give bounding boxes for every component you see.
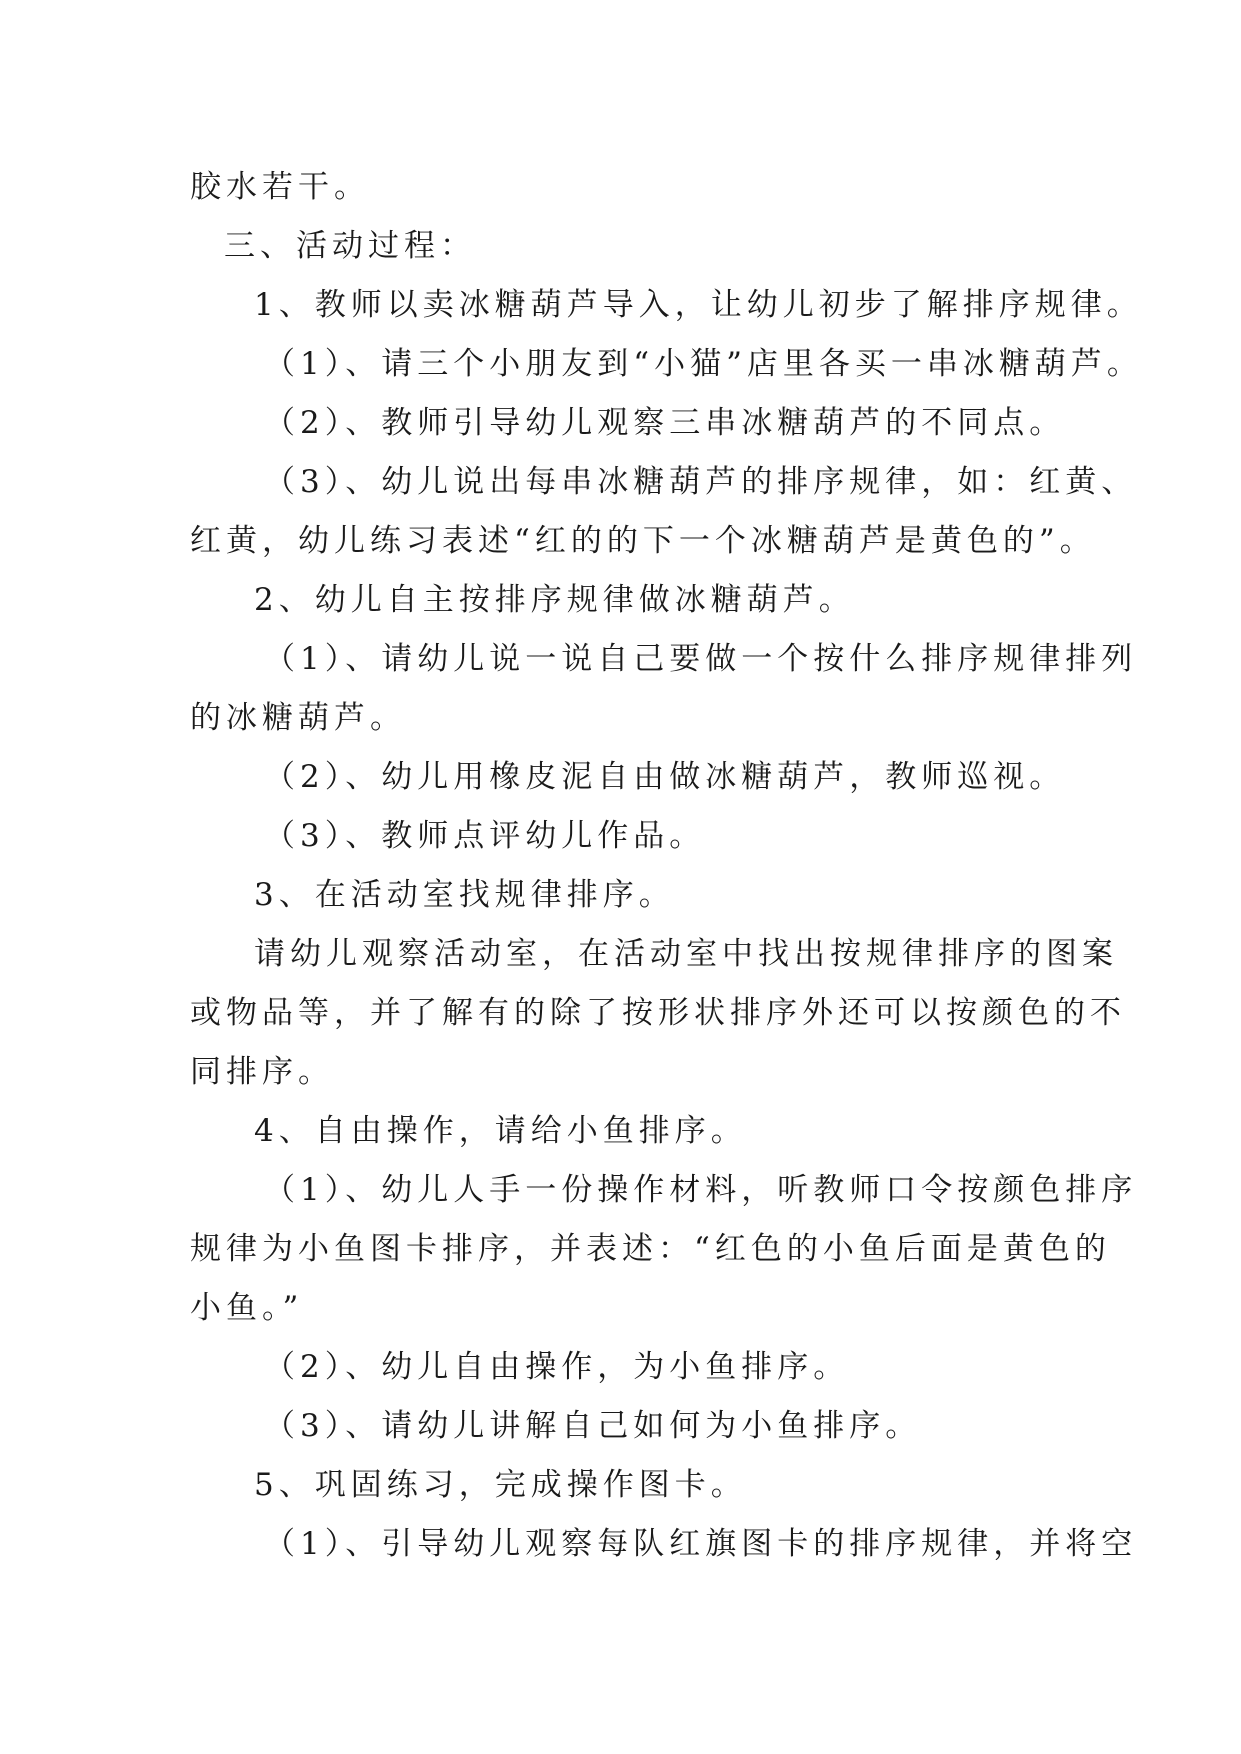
text-line: （3）、幼儿说出每串冰糖葫芦的排序规律，如：红黄、: [264, 464, 1138, 500]
document-body: [190, 158, 1143, 1574]
text-line: 胶水若干。: [190, 169, 370, 205]
text-line: （1）、引导幼儿观察每队红旗图卡的排序规律，并将空: [264, 1526, 1138, 1562]
text-line: 请幼儿观察活动室，在活动室中找出按规律排序的图案: [254, 936, 1118, 972]
text-line: 或物品等，并了解有的除了按形状排序外还可以按颜色的不: [190, 995, 1126, 1031]
text-line: 同排序。: [190, 1054, 334, 1090]
text-line: 小鱼。”: [190, 1290, 304, 1326]
text-line: 的冰糖葫芦。: [190, 700, 406, 736]
text-line: （3）、请幼儿讲解自己如何为小鱼排序。: [264, 1408, 922, 1444]
step-heading: 4、自由操作，请给小鱼排序。: [254, 1113, 747, 1149]
text-line: （1）、请幼儿说一说自己要做一个按什么排序规律排列: [264, 641, 1138, 677]
step-heading: 5、巩固练习，完成操作图卡。: [254, 1467, 747, 1503]
text-line: 规律为小鱼图卡排序，并表述：“红色的小鱼后面是黄色的: [190, 1231, 1111, 1267]
text-line: 红黄，幼儿练习表述“红的的下一个冰糖葫芦是黄色的”。: [190, 523, 1096, 559]
text-line: （2）、幼儿自由操作，为小鱼排序。: [264, 1349, 850, 1385]
step-heading: 1、教师以卖冰糖葫芦导入，让幼儿初步了解排序规律。: [254, 287, 1143, 323]
step-heading: 2、幼儿自主按排序规律做冰糖葫芦。: [254, 582, 855, 618]
text-line: （2）、幼儿用橡皮泥自由做冰糖葫芦，教师巡视。: [264, 759, 1066, 795]
text-line: （1）、请三个小朋友到“小猫”店里各买一串冰糖葫芦。: [264, 346, 1143, 382]
step-heading: 3、在活动室找规律排序。: [254, 877, 675, 913]
text-line: （1）、幼儿人手一份操作材料，听教师口令按颜色排序: [264, 1172, 1138, 1208]
text-line: （3）、教师点评幼儿作品。: [264, 818, 706, 854]
section-heading: 三、活动过程：: [224, 228, 476, 264]
text-line: （2）、教师引导幼儿观察三串冰糖葫芦的不同点。: [264, 405, 1066, 441]
